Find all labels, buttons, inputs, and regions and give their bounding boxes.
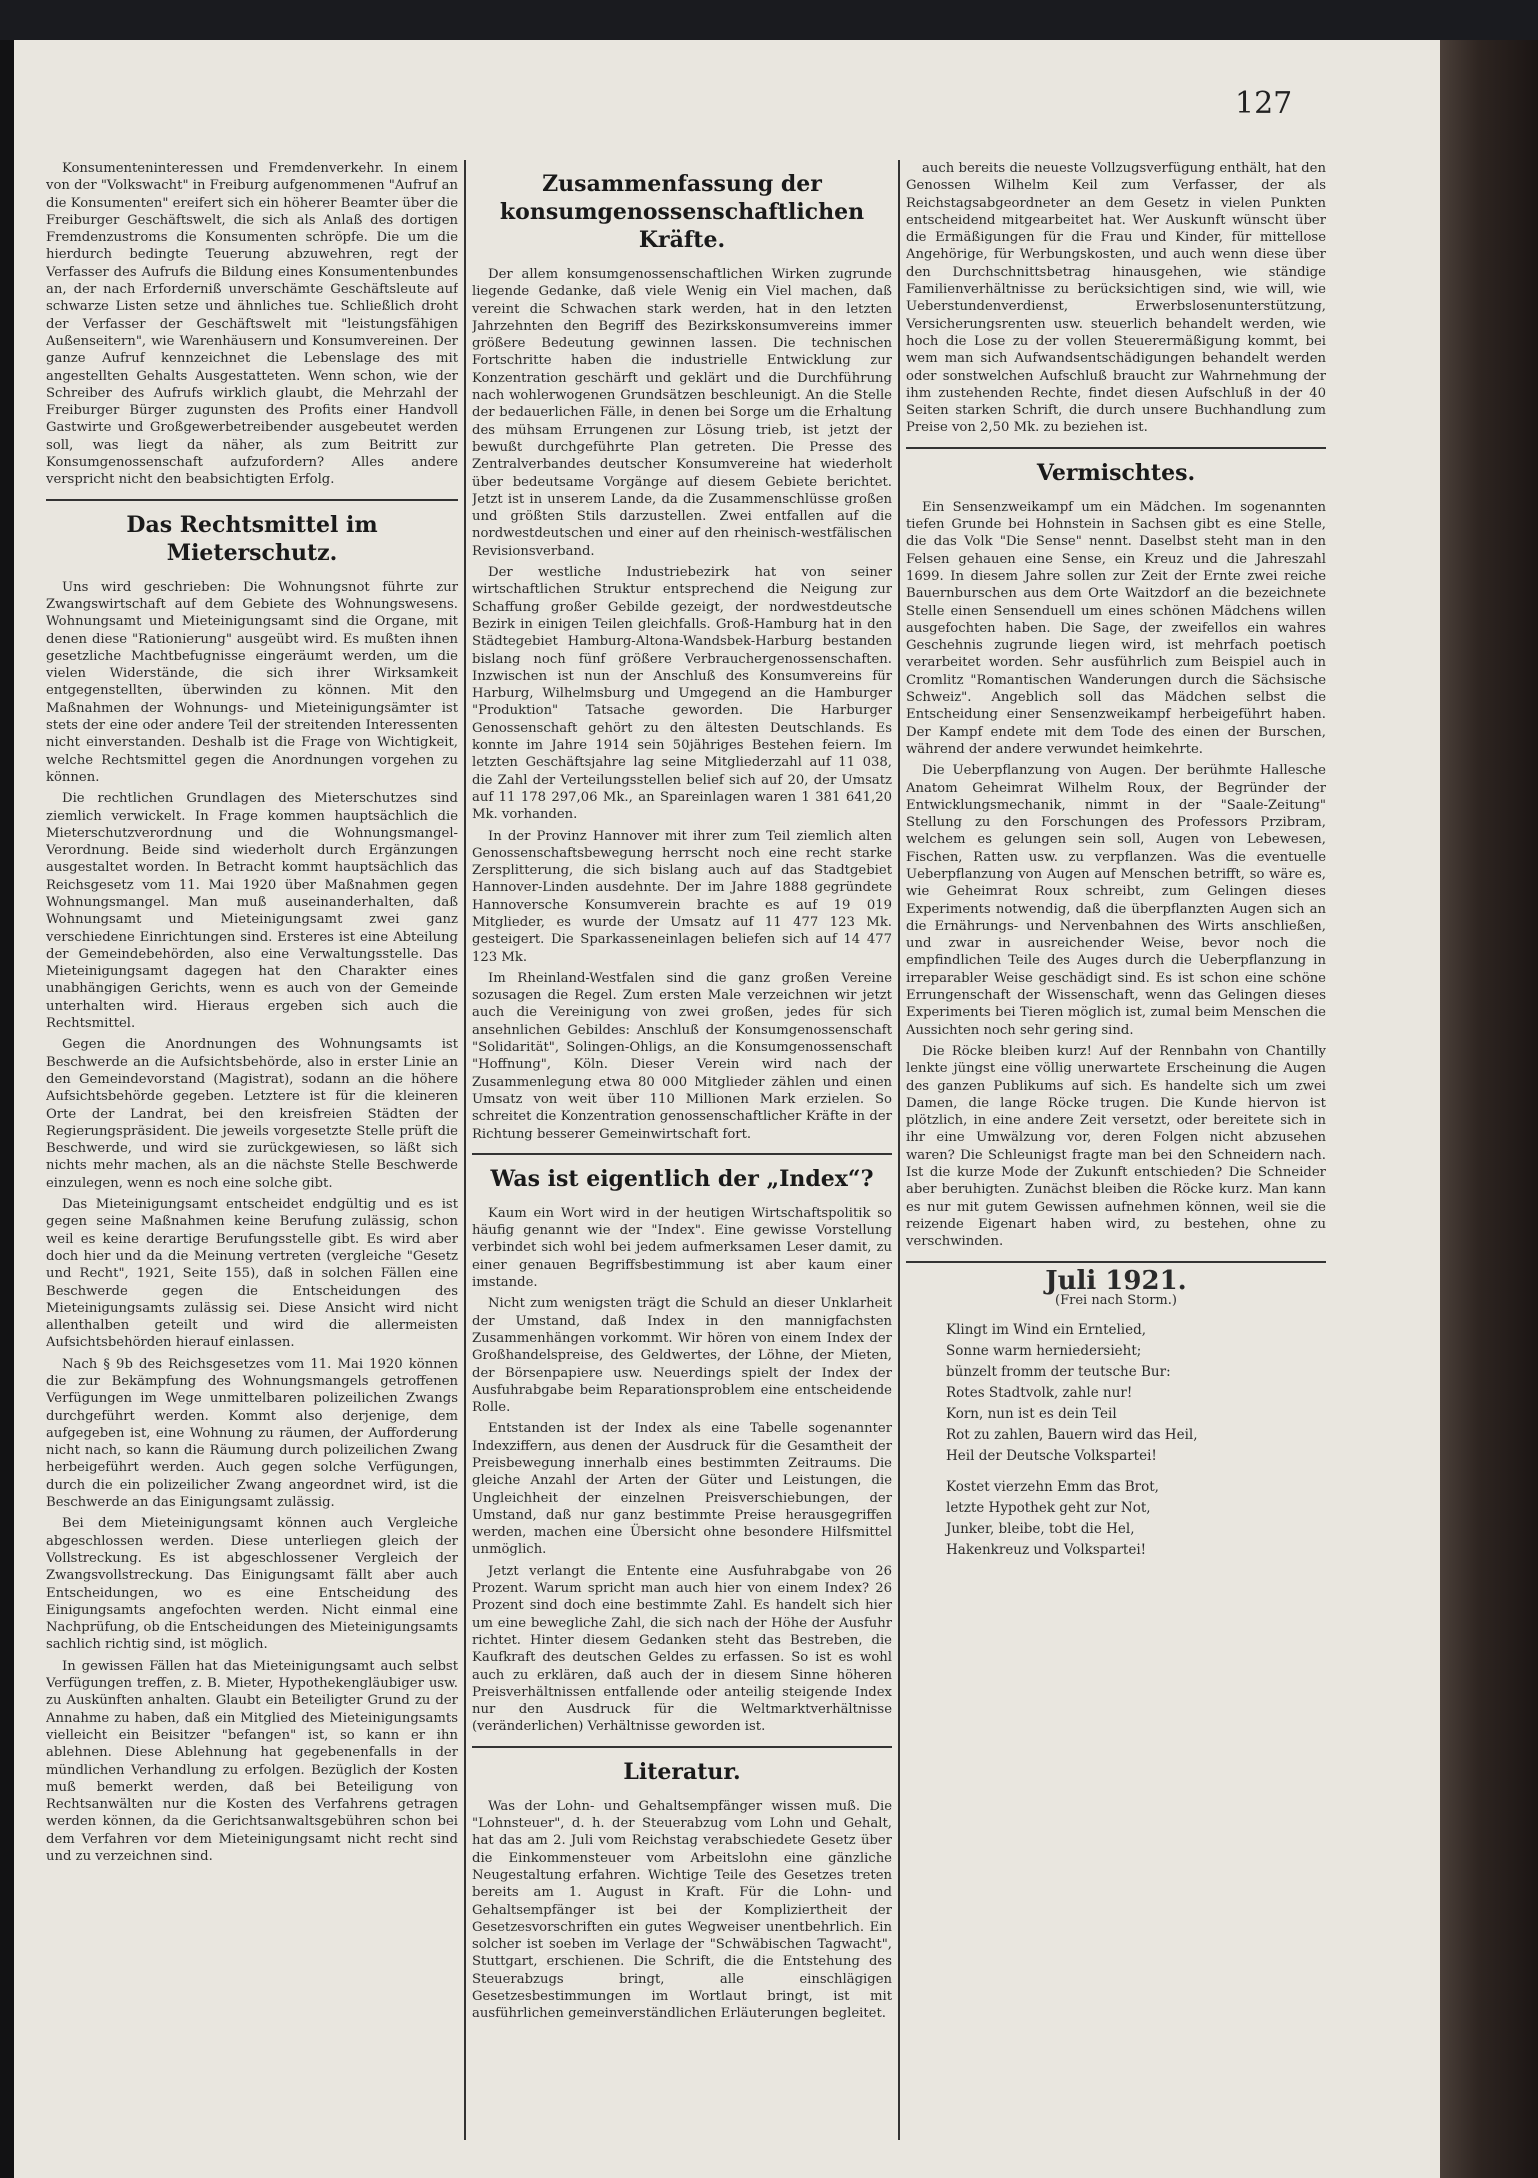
paragraph: Gegen die Anordnungen des Wohnungsamts ist Beschwerde an die Aufsichtsbehörde, also in erster Linie an den Gemeindevorstand (Magistrat), sodann an die höhere Aufsichtsbehörde gegeben. Letztere ist für die kleineren Orte der Landrat, bei den kreisfreien Städten der Regierungspräsident. Die jeweils vorgesetzte Stelle prüft die Beschwerde, und wird sie zurückgewiesen, so läßt sich nichts mehr machen, als an die nächste Stelle Beschwerde einzulegen, wenn es noch eine solche gibt. <box>46 1037 458 1191</box>
headline-vermischtes: Vermischtes. <box>1036 459 1196 486</box>
paragraph: Die rechtlichen Grundlagen des Mieterschutzes sind ziemlich verwickelt. In Frage kommen hauptsächlich die Mieterschutzverordnung und die Wohnungsmangel-Verordnung. Beide sind wiederholt durch Ergänzungen ausgestaltet worden. In Betracht kommt hauptsächlich das Reichsgesetz vom 11. Mai 1920 über Maßnahmen gegen Wohnungsmangel. Man muß auseinanderhalten, daß Wohnungsamt und Mieteinigungsamt zwei ganz verschiedene Einrichtungen sind. Ersteres ist eine Abteilung der Gemeindebehörden, also eine Verwaltungsstelle. Das Mieteinigungsamt dagegen hat den Charakter eines unabhängigen Gerichts, wenn es auch von der Gemeinde unterhalten wird. Hieraus ergeben sich auch die Rechtsmittel. <box>46 791 458 1032</box>
column-middle <box>472 160 892 2150</box>
poem-stanza-gap <box>906 1468 1326 1478</box>
poem-line: Rot zu zahlen, Bauern wird das Heil, <box>946 1427 1198 1444</box>
paragraph: Entstanden ist der Index als eine Tabelle sogenannter Indexziffern, aus denen der Ausdruck für die Gesamtheit der Preisbewegung innerhalb eines bestimmten Zeitraums. Die gleiche Anzahl der Arten der Güter und Leistungen, die Ungleichheit der einzelnen Preisverschiebungen, der Umstand, daß nur ganz bestimmte Preise herausgegriffen werden, machen eine Übersicht ohne besondere Hilfsmittel unmöglich. <box>472 1421 892 1558</box>
paragraph: Was der Lohn- und Gehaltsempfänger wissen muß. Die "Lohnsteuer", d. h. der Steuerabzug vom Lohn und Gehalt, hat das am 2. Juli vom Reichstag verabschiedete Gesetz über die Einkommensteuer vom Arbeitslohn eine gänzliche Neugestaltung erfahren. Wichtige Teile des Gesetzes treten bereits am 1. August in Kraft. Für die Lohn- und Gehaltsempfänger ist bei der Kompliziertheit der Gesetzesvorschriften ein gutes Wegweiser unentbehrlich. Ein solcher ist soeben im Verlage der "Schwäbischen Tagwacht", Stuttgart, erschienen. Die Schrift, die die Entstehung des Steuerabzugs bringt, alle einschlägigen Gesetzesbestimmungen im Wortlaut bringt, ist mit ausführlichen gemeinverständlichen Erläuterungen begleitet. <box>472 1798 892 2022</box>
paragraph: Nach § 9b des Reichsgesetzes vom 11. Mai 1920 können die zur Bekämpfung des Wohnungsmangels getroffenen Verfügungen im Wege unmittelbaren polizeilichen Zwangs durchgeführt werden. Kommt also derjenige, dem aufgegeben ist, eine Wohnung zu räumen, der Aufforderung nicht nach, so kann die Räumung durch polizeilichen Zwang herbeigeführt werden. Auch gegen solche Verfügungen, durch die ein polizeilicher Zwang angeordnet wird, ist die Beschwerde an das Einigungsamt zulässig. <box>46 1356 458 1511</box>
poem-line: Sonne warm herniedersieht; <box>946 1343 1142 1360</box>
paragraph: Nicht zum wenigsten trägt die Schuld an dieser Unklarheit der Umstand, daß Index in den mannigfachsten Zusammenhängen vorkommt. Wir hören von einem Index der Großhandelspreise, des Geldwertes, der Löhne, der Mieten, der Börsenpapiere usw. Neuerdings spielt der Index der Ausfuhrabgabe beim Reparationsproblem eine entscheidende Rolle. <box>472 1296 892 1416</box>
poem-line: letzte Hypothek geht zur Not, <box>946 1500 1151 1517</box>
book-spine-shadow <box>0 40 14 2178</box>
page-number: 127 <box>1235 86 1293 121</box>
article-konsumenteninteressen: Konsumenteninteressen und Fremdenverkehr. In einem von der "Volkswacht" in Freiburg aufgenommenen "Aufruf an die Konsumenten" ereifert sich ein höherer Beamter über die Freiburger Geschäftswelt, die sich als Anlaß des dortigen Fremdenzustroms die Konsumenten schröpfe. Die um die hierdurch bedingte Teuerung abzuwehren, regt der Verfasser des Aufrufs die Bildung eines Konsumentenbundes an, der nach Erforderniß unverschämte Geschäftsleute auf schwarze Listen setze und ähnliches tue. Schließlich droht der Verfasser der Geschäftswelt mit "leistungsfähigen Außenseitern", wie Warenhäusern und Konsumvereinen. Der ganze Aufruf kennzeichnet die Lebenslage des mit angestellten Gehalts Ausgestatteten. Wenn schon, wie der Schreiber des Aufrufs wirklich glaubt, die Mehrzahl der Freiburger Bürger zugunsten des Profits einer Handvoll Gastwirte und Großgewerbetreibender ausgebeutet werden soll, was liegt da näher, als zum Beitritt zur Konsumgenossenschaft aufzufordern? Alles andere verspricht nicht den beabsichtigten Erfolg. <box>46 161 458 488</box>
paragraph: In der Provinz Hannover mit ihrer zum Teil ziemlich alten Genossenschaftsbewegung herrscht noch eine recht starke Zersplitterung, die sich bislang auch auf das Stadtgebiet Hannover-Linden ausdehnte. Der im Jahre 1888 gegründete Hannoversche Konsumverein brachte es auf 19 019 Mitglieder, es wurde der Umsatz auf 11 477 123 Mk. gesteigert. Die Sparkasseneinlagen beliefen sich auf 14 477 123 Mk. <box>472 828 892 965</box>
poem-title: Juli 1921. <box>1045 1265 1187 1296</box>
paragraph: Die Röcke bleiben kurz! Auf der Rennbahn von Chantilly lenkte jüngst eine völlig unerwartete Erscheinung die Augen des ganzen Publikums auf sich. Es handelte sich um zwei Damen, die lange Röcke trugen. Die Kunde hiervon ist plötzlich, in eine andere Zeit versetzt, oder bereitete sich in ihr eine Umwälzung vor, deren Folgen nicht abzusehen waren? Die Schleunigst fragte man bei den Schneidern nach. Ist die kurze Mode der Zukunft entschieden? Die Schneider aber beruhigten. Zunächst bleiben die Röcke kurz. Man kann es nur mit gutem Gewissen aufnehmen können, weil sie die reizende Eigenart haben wird, zu bestehen, ohne zu verschwinden. <box>906 1043 1326 1250</box>
poem-line: Kostet vierzehn Emm das Brot, <box>946 1479 1159 1496</box>
poem-subtitle: (Frei nach Storm.) <box>1055 1292 1177 1308</box>
paragraph: Das Mieteinigungsamt entscheidet endgültig und es ist gegen seine Maßnahmen keine Berufung zulässig, schon weil es keine derartige Berufungsstelle gibt. Es wird aber doch hier und da die Meinung vertreten (vergleiche "Gesetz und Recht", 1921, Seite 155), daß in solchen Fällen eine Beschwerde gegen die Entscheidungen des Mieteinigungsamts zulässig sei. Diese Ansicht wird nicht allenthalben geteilt und wird die allermeisten Aufsichtsbehörden hierauf einlassen. <box>46 1197 458 1351</box>
paragraph: Ein Sensenzweikampf um ein Mädchen. Im sogenannten tiefen Grunde bei Hohnstein in Sachsen gibt es eine Stelle, die das Volk "Die Sense" nennt. Daselbst steht man in den Felsen gehauen eine Sense, ein Kreuz und die Jahreszahl 1699. In diesem Jahre sollen zur Zeit der Ernte zwei reiche Bauernburschen aus dem Orte Waitzdorf an die bezeichnete Stelle einen Sensenduell um eines schönen Mädchens willen ausgefochten haben. Die Sage, der zweifellos ein wahres Geschehnis zugrunde liegen wird, ist mehrfach poetisch verarbeitet worden. Sehr ausführlich zum Beispiel auch in Cromlitz "Romantischen Wanderungen durch die Sächsische Schweiz". Angeblich soll das Mädchen selbst die Entscheidung einer Sensenzweikampf herbeigeführt haben. Der Kampf endete mit dem Tode des einen der Burschen, während der andere verwundet heimkehrte. <box>906 499 1326 757</box>
column-left <box>46 160 458 2150</box>
headline-zusammenfassung: Zusammenfassung der konsumgenossenschaftlichen Kräfte. <box>499 171 865 253</box>
paragraph: auch bereits die neueste Vollzugsverfügung enthält, hat den Genossen Wilhelm Keil zum Verfasser, der als Reichstagsabgeordneter an dem Gesetz in vielen Punkten entscheidend mitgearbeitet hat. Wer Auskunft wünscht über die Ermäßigungen für die Frau und Kinder, für mittellose Angehörige, für Werbungskosten, und auch wenn diese über den Durchschnittsbetrag hinausgehen, wie ständige Familienverhältnisse zu berücksichtigen sind, wie will, wie Ueberstundenverdienst, Erwerbslosenunterstützung, Versicherungsrenten usw. steuerlich behandelt werden, wie hoch die Lose zu der vollen Steuerermäßigung kommt, bei wem man sich Aufwandsentschädigungen behandelt werden oder sonstwelchen Aufschluß braucht zur Wahrnehmung der ihm zustehenden Rechte, findet diesen Aufschluß in der 40 Seiten starken Schrift, die durch unsere Buchhandlung zum Preise von 2,50 Mk. zu beziehen ist. <box>906 161 1326 436</box>
poem-line: Rotes Stadtvolk, zahle nur! <box>946 1385 1133 1402</box>
article-divider <box>46 499 458 501</box>
paragraph: Der westliche Industriebezirk hat von seiner wirtschaftlichen Struktur entsprechend die Neigung zur Schaffung großer Gebilde gezeigt, der nordwestdeutsche Bezirk in einigen Teilen gleichfalls. Groß-Hamburg hat in den Städtegebiet Hamburg-Altona-Wandsbek-Harburg bestanden bislang noch fünf größere Verbrauchergenossenschaften. Inzwischen ist nun der Anschluß des Konsumvereins für Harburg, Wilhelmsburg und Umgegend an die Hamburger "Produktion" Tatsache geworden. Die Harburger Genossenschaft gehört zu den ältesten Deutschlands. Es konnte im Jahre 1914 sein 50jähriges Bestehen feiern. Im letzten Geschäftsjahre lag seine Mitgliederzahl auf 11 038, die Zahl der Verteilungsstellen belief sich auf 20, der Umsatz auf 11 178 297,06 Mk., an Spareinlagen waren 1 381 641,20 Mk. vorhanden. <box>472 565 892 823</box>
column-rule <box>898 160 900 2140</box>
headline-index: Was ist eigentlich der „Index“? <box>490 1165 874 1192</box>
paragraph: Bei dem Mieteinigungsamt können auch Vergleiche abgeschlossen werden. Diese unterliegen gleich der Vollstreckung. Es ist abgeschlossener Vergleich der Zwangsvollstreckung. Das Einigungsamt fällt aber auch Entscheidungen, wo es eine Entscheidung des Einigungsamts angefochten werden. Nicht einmal eine Nachprüfung, ob die Entscheidungen des Mieteinigungsamts sachlich richtig sind, ist möglich. <box>46 1516 458 1653</box>
headline-literatur: Literatur. <box>623 1758 741 1785</box>
paragraph: In gewissen Fällen hat das Mieteinigungsamt auch selbst Verfügungen treffen, z. B. Mieter, Hypothekengläubiger usw. zu Auskünften anhalten. Glaubt ein Beteiligter Grund zu der Annahme zu haben, daß ein Mitglied des Mieteinigungsamts vielleicht ein Beisitzer "befangen" ist, so kann er ihn ablehnen. Diese Ablehnung hat gegebenenfalls in der mündlichen Verhandlung zu erfolgen. Bezüglich der Kosten muß bemerkt werden, daß bei Beteiligung von Rechtsanwälten nur die Kosten des Verfahrens getragen werden können, da die Gerichtsanwaltsgebühren schon bei dem Verfahren vor dem Mieteinigungsamt nicht recht sind und zu verzeichnen sind. <box>46 1658 458 1865</box>
paragraph: Uns wird geschrieben: Die Wohnungsnot führte zur Zwangswirtschaft auf dem Gebiete des Wohnungswesens. Wohnungsamt und Mieteinigungsamt sind die Organe, mit denen diese "Rationierung" ausgeübt wird. Es mußten ihnen gesetzliche Machtbefugnisse eingeräumt werden, um die vielen Widerstände, die sich ihrer Wirksamkeit entgegenstellten, überwinden zu können. Mit den Maßnahmen der Wohnungs- und Mieteinigungsämter ist stets der eine oder andere Teil der streitenden Interessenten nicht einverstanden. Deshalb ist die Frage von Wichtigkeit, welche Rechtsmittel gegen die Anordnungen vorgehen zu können. <box>46 579 458 785</box>
poem-line: Junker, bleibe, tobt die Hel, <box>946 1521 1135 1538</box>
headline-rechtsmittel: Das Rechtsmittel im Mieterschutz. <box>126 511 378 566</box>
book-fore-edge <box>1440 40 1538 2178</box>
article-divider <box>906 1261 1326 1263</box>
article-divider <box>472 1746 892 1748</box>
paragraph: Jetzt verlangt die Entente eine Ausfuhrabgabe von 26 Prozent. Warum spricht man auch hier von einem Index? 26 Prozent sind doch eine bestimmte Zahl. Es handelt sich hier um eine bewegliche Zahl, die sich nach der Höhe der Ausfuhr richtet. Hinter diesem Gedanken steht das Bestreben, die Kaufkraft des deutschen Geldes zu erfassen. So ist es wohl auch zu erklären, daß auch der in diesem Sinne höheren Preisverhältnissen entfallende oder anteilig steigende Index nur den Ausdruck für die Weltmarktverhältnisse (veränderlichen) Verhältnisse geworden ist. <box>472 1563 892 1735</box>
paragraph: Die Ueberpflanzung von Augen. Der berühmte Hallesche Anatom Geheimrat Wilhelm Roux, der Begründer der Entwicklungsmechanik, nimmt in der "Saale-Zeitung" Stellung zu den Forschungen des Professors Przibram, welchem es gelungen sein soll, Augen von Lebewesen, Fischen, Ratten usw. zu verpflanzen. Was die eventuelle Ueberpflanzung von Augen auf Menschen betrifft, so wäre es, wie Geheimrat Roux schreibt, zum Gelingen dieses Experiments notwendig, daß die überpflanzten Augen sich an die Ernährungs- und Nervenbahnen des Wirts anschließen, und zwar in ausreichender Weise, bevor noch die empfindlichen Teile des Auges durch die Ueberpflanzung in irreparabler Weise geschädigt sind. Es ist schon eine schöne Errungenschaft der Wissenschaft, wenn das Gelingen dieses Experiments bei Tieren möglich ist, zumal beim Menschen die Aussichten noch sehr gering sind. <box>906 763 1326 1038</box>
poem-line: Hakenkreuz und Volkspartei! <box>946 1542 1147 1559</box>
column-rule <box>464 160 466 2140</box>
paragraph: Kaum ein Wort wird in der heutigen Wirtschaftspolitik so häufig genannt wie der "Index". Eine gewisse Vorstellung verbindet sich wohl bei jedem aufmerksamen Leser damit, zu einer genauen Begriffsbestimmung ist aber kaum einer imstande. <box>472 1205 892 1291</box>
poem-line: Heil der Deutsche Volkspartei! <box>946 1448 1157 1465</box>
poem-line: Korn, nun ist es dein Teil <box>946 1406 1117 1423</box>
poem-line: bünzelt fromm der teutsche Bur: <box>946 1364 1171 1381</box>
paragraph: Im Rheinland-Westfalen sind die ganz großen Vereine sozusagen die Regel. Zum ersten Male verzeichnen wir jetzt auch die Vereinigung von zwei großen, jedes für sich ansehnlichen Gebildes: Anschluß der Konsumgenossenschaft "Solidarität", Solingen-Ohligs, an die Konsumgenossenschaft "Hoffnung", Köln. Dieser Verein wird nach der Zusammenlegung etwa 80 000 Mitglieder zählen und einen Umsatz von weit über 110 Millionen Mark erzielen. So schreitet die Konzentration genossenschaftlicher Kräfte in der Richtung besserer Gemeinwirtschaft fort. <box>472 970 892 1142</box>
paragraph: Der allem konsumgenossenschaftlichen Wirken zugrunde liegende Gedanke, daß viele Wenig ein Viel machen, daß vereint die Schwachen stark werden, hat in den letzten Jahrzehnten den Begriff des Bezirkskonsumvereins immer größere Bedeutung gewinnen lassen. Die technischen Fortschritte haben die industrielle Entwicklung zur Konzentration geschärft und geklärt und die Durchführung nach wohlerwogenen Grundsätzen beschleunigt. An die Stelle der bedauerlichen Fälle, in denen bei Sorge um die Erhaltung des mühsam Errungenen zur Lösung trieb, ist jetzt der bewußt durchgeführte Plan getreten. Die Presse des Zentralverbandes deutscher Konsumvereine hat wiederholt über bedeutsame Vorgänge auf diesem Gebiete berichtet. Jetzt ist in unserem Lande, da die Zusammenschlüsse großen und größten Stils darzustellen. Zwei entfallen auf die nordwestdeutschen und einer auf den rheinisch-westfälischen Revisionsverband. <box>472 267 892 559</box>
poem-line: Klingt im Wind ein Erntelied, <box>946 1322 1147 1339</box>
article-divider <box>472 1153 892 1155</box>
article-divider <box>906 447 1326 449</box>
column-right <box>906 160 1326 2150</box>
